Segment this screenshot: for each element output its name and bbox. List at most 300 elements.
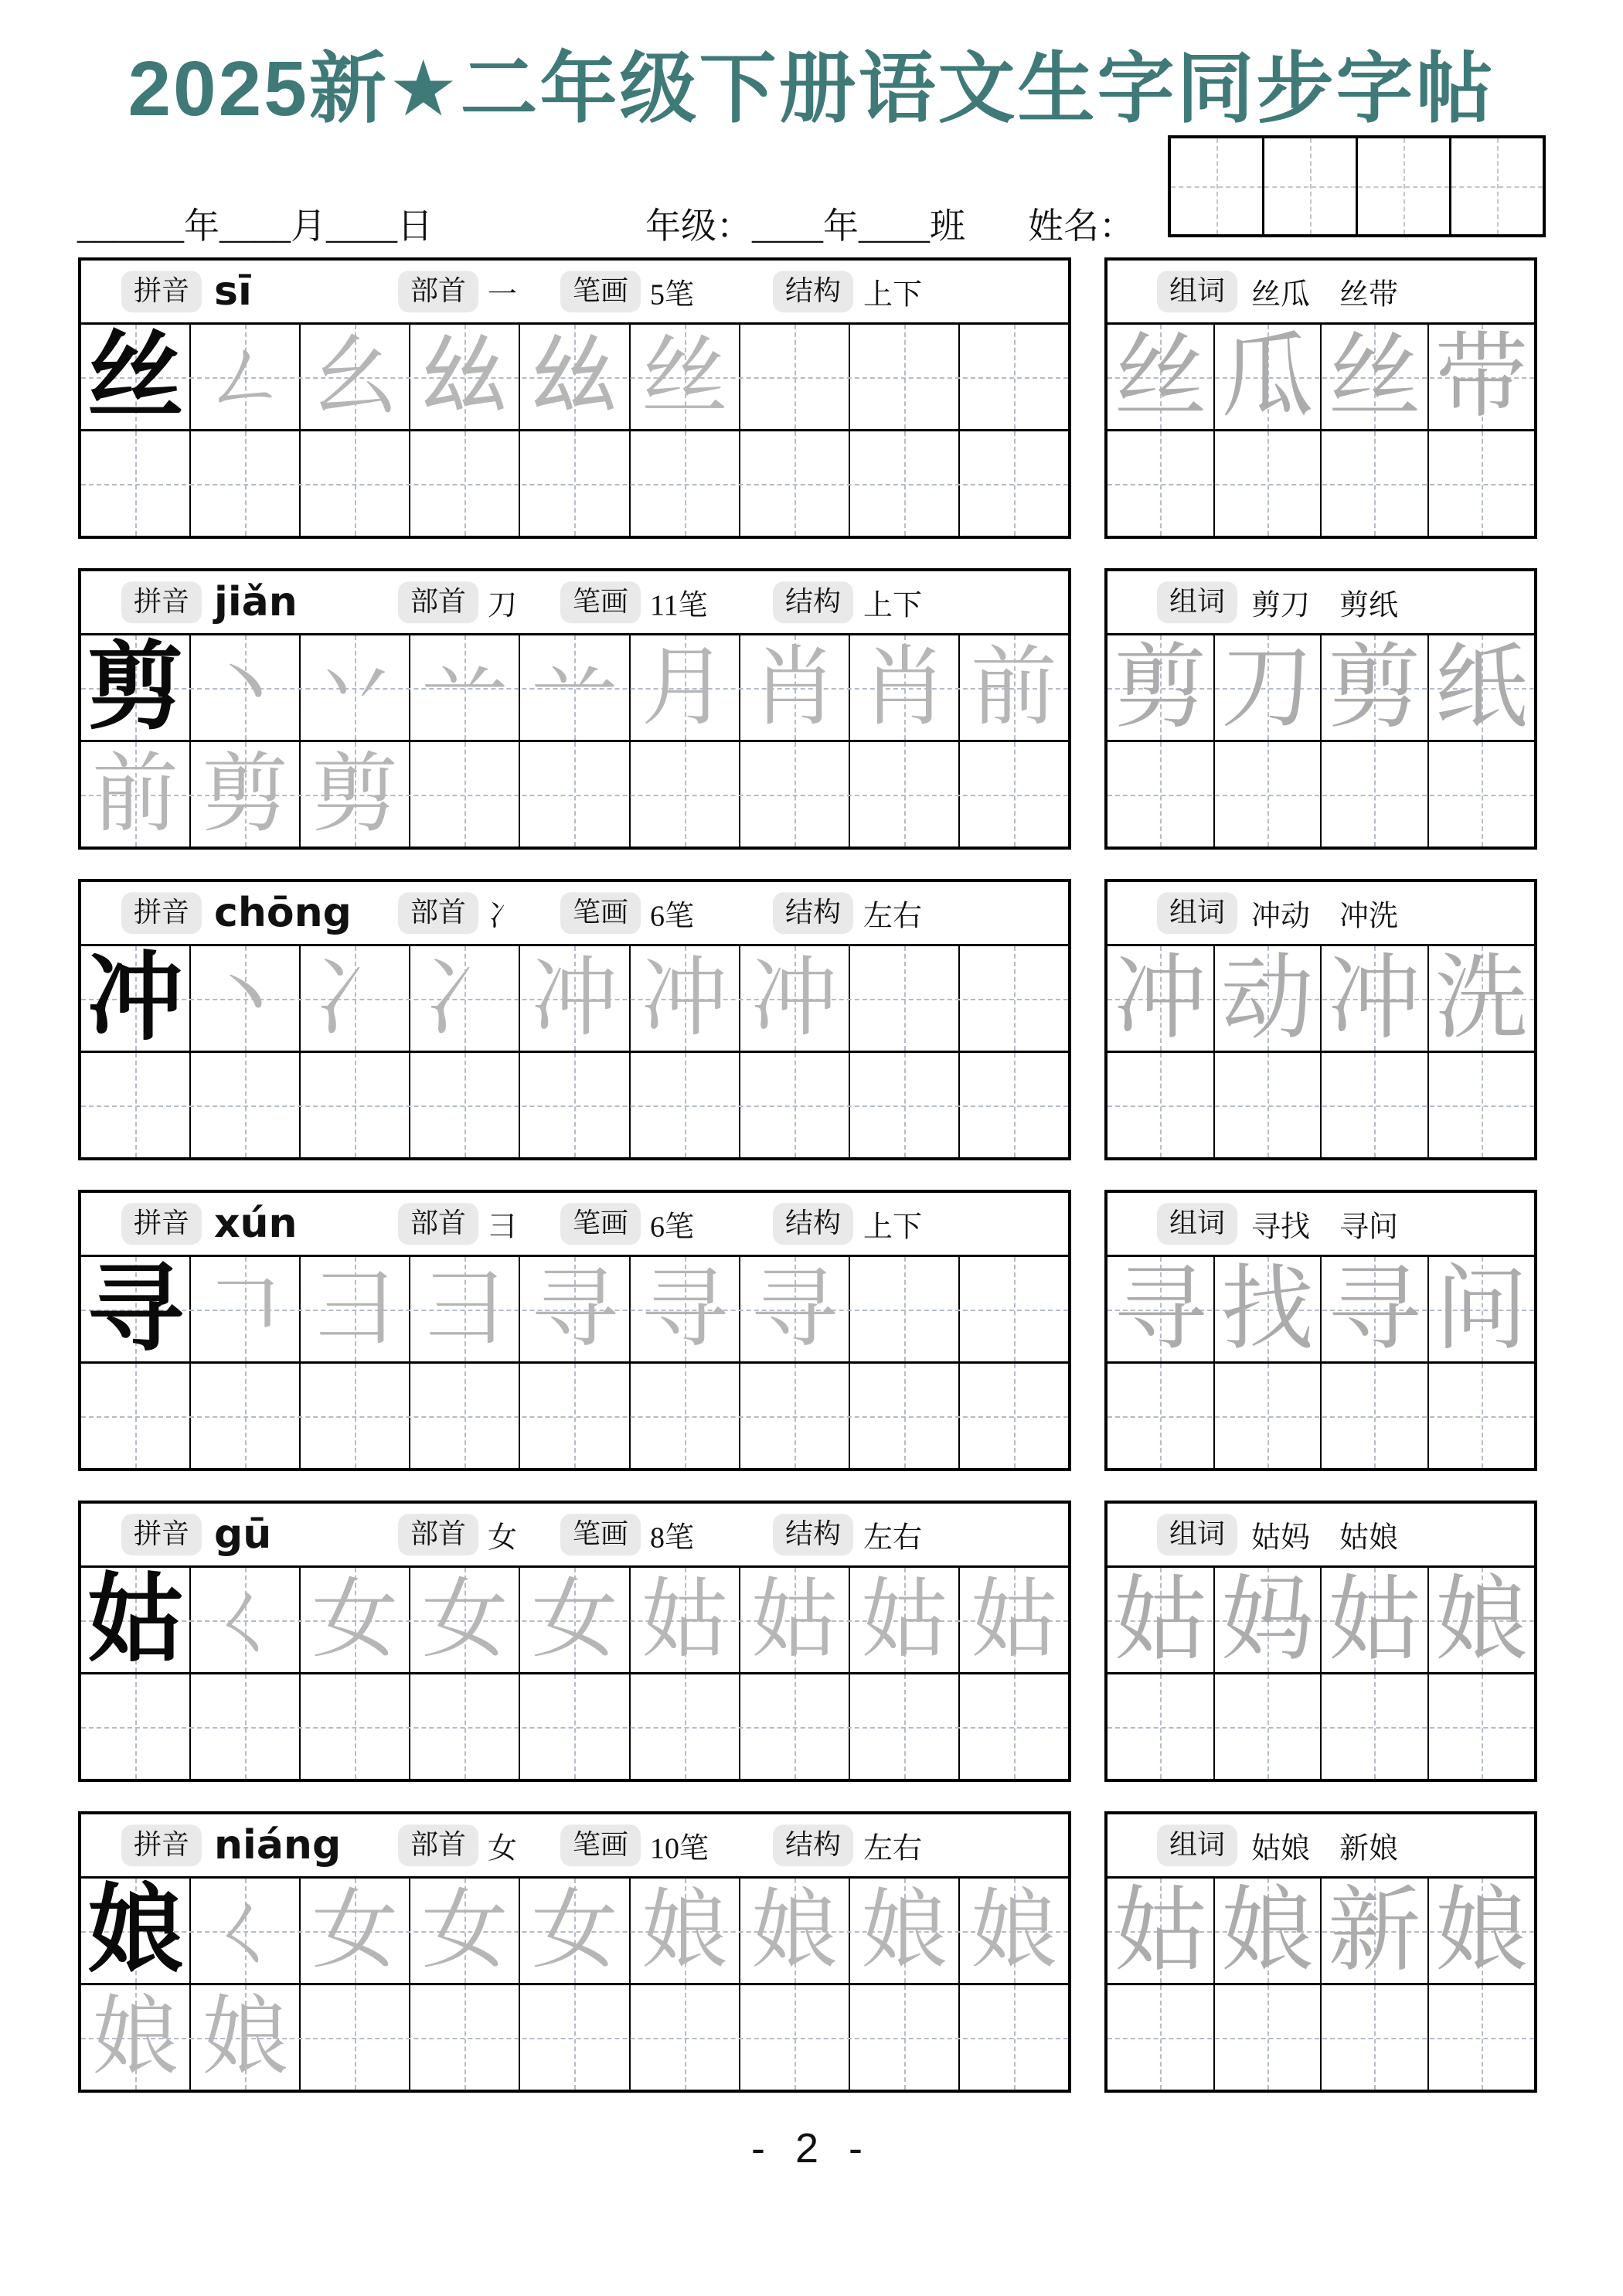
- structure-label: 结构: [773, 581, 853, 623]
- word-cell: [1215, 1364, 1322, 1468]
- words-value: 丝瓜 丝带: [1251, 278, 1399, 312]
- stroke-order-trace: 𠃍: [202, 1261, 289, 1358]
- radical-value: 一: [488, 278, 518, 312]
- stroke-order-trace: 娘: [970, 1882, 1057, 1979]
- stroke-order-trace: 寻: [531, 1261, 618, 1358]
- word-cell: [1108, 431, 1215, 536]
- word-trace-char: 找: [1220, 1257, 1314, 1361]
- word-cell: [1322, 431, 1429, 536]
- practice-cell: [520, 325, 630, 429]
- practice-cell: [81, 1257, 191, 1361]
- word-trace-char: 瓜: [1220, 325, 1314, 428]
- character-section: [78, 1190, 1537, 1471]
- stroke-order-trace: 肖: [750, 639, 838, 736]
- word-cell: [1108, 1257, 1215, 1361]
- practice-cell: [850, 1568, 960, 1672]
- practice-cell: [410, 742, 520, 847]
- practice-cell: [740, 946, 850, 1051]
- page-number: - 2 -: [750, 2125, 872, 2172]
- practice-cell: [850, 1985, 960, 2090]
- practice-cell: [520, 431, 630, 536]
- practice-row: [81, 1983, 1068, 2090]
- word-trace-char: 剪: [1328, 635, 1421, 739]
- practice-cell: [410, 946, 520, 1051]
- pinyin-value: gū: [214, 1511, 272, 1558]
- word-cell: [1108, 1053, 1215, 1157]
- word-cell: [1429, 1985, 1535, 2090]
- strokes-label: 笔画: [560, 271, 641, 312]
- word-trace-char: 娘: [1434, 1879, 1528, 1982]
- stroke-order-trace: ㄑ: [202, 1882, 289, 1979]
- practice-char-main: 剪: [87, 634, 184, 741]
- stroke-order-trace: 䒑: [421, 639, 509, 736]
- words-row: [1108, 1257, 1534, 1361]
- words-grid: [1108, 322, 1534, 536]
- practice-cell: [960, 1257, 1068, 1361]
- word-cell: [1429, 1674, 1535, 1779]
- pinyin-value: sī: [214, 268, 252, 315]
- practice-cell: [631, 1364, 740, 1468]
- radical-value: 冫: [488, 900, 518, 933]
- stroke-order-trace: 肖: [860, 639, 948, 736]
- practice-char-main: 娘: [87, 1877, 184, 1984]
- practice-cell: [740, 1257, 850, 1361]
- practice-header: [81, 882, 1068, 944]
- practice-char-main: 姑: [87, 1566, 184, 1673]
- practice-row: [81, 429, 1068, 536]
- tianzige-cell: [1264, 138, 1358, 234]
- word-cell: [1215, 635, 1322, 740]
- pinyin-value: jiǎn: [214, 579, 298, 625]
- stroke-order-trace: 娘: [860, 1882, 948, 1979]
- practice-cell: [960, 1053, 1068, 1157]
- practice-cell: [520, 1568, 630, 1672]
- strokes-label: 笔画: [560, 892, 641, 934]
- strokes-label: 笔画: [560, 581, 641, 623]
- radical-label: 部首: [398, 892, 478, 934]
- word-trace-char: 冲: [1328, 946, 1421, 1050]
- practice-cell: [631, 742, 740, 847]
- tianzige-cell: [1358, 138, 1451, 234]
- word-trace-char: 姑: [1114, 1568, 1207, 1671]
- strokes-value: 5笔: [650, 278, 695, 312]
- word-cell: [1108, 1364, 1215, 1468]
- word-cell: [1215, 1879, 1322, 1983]
- character-section: [78, 879, 1537, 1160]
- word-trace-char: 刀: [1220, 635, 1314, 739]
- words-block: [1104, 879, 1537, 1160]
- practice-cell: [520, 1364, 630, 1468]
- practice-cell: [301, 1879, 410, 1983]
- practice-cell: [410, 1053, 520, 1157]
- stroke-order-trace: 冫: [421, 950, 509, 1047]
- radical-label: 部首: [398, 581, 478, 623]
- practice-row: [81, 635, 1068, 740]
- practice-cell: [960, 1364, 1068, 1468]
- word-cell: [1215, 325, 1322, 429]
- strokes-label: 笔画: [560, 1824, 641, 1866]
- practice-grid: [81, 1255, 1068, 1468]
- practice-block: [78, 879, 1071, 1160]
- practice-block: [78, 257, 1071, 539]
- practice-cell: [81, 1674, 191, 1779]
- practice-cell: [850, 946, 960, 1051]
- word-cell: [1215, 1568, 1322, 1672]
- stroke-order-trace: 丶: [202, 639, 289, 736]
- practice-cell: [740, 742, 850, 847]
- word-trace-char: 娘: [1220, 1879, 1314, 1982]
- words-block: [1104, 257, 1537, 539]
- word-cell: [1429, 1879, 1535, 1983]
- practice-block: [78, 568, 1071, 850]
- words-label: 组词: [1157, 271, 1237, 312]
- word-cell: [1108, 1674, 1215, 1779]
- stroke-order-trace: 彐: [421, 1261, 509, 1358]
- word-cell: [1322, 1674, 1429, 1779]
- practice-cell: [301, 431, 410, 536]
- practice-cell: [850, 325, 960, 429]
- strokes-value: 6笔: [650, 900, 695, 933]
- stroke-order-trace: 丷: [311, 639, 399, 736]
- tianzige-cell: [1451, 138, 1543, 234]
- practice-header: [81, 571, 1068, 633]
- practice-row: [81, 946, 1068, 1051]
- words-value: 剪刀 剪纸: [1251, 589, 1399, 622]
- practice-cell: [960, 325, 1068, 429]
- practice-cell: [520, 1257, 630, 1361]
- stroke-order-trace: 女: [421, 1572, 509, 1668]
- word-cell: [1322, 742, 1429, 847]
- practice-cell: [960, 742, 1068, 847]
- practice-cell: [520, 1879, 630, 1983]
- character-section: [78, 1501, 1537, 1782]
- practice-cell: [960, 1879, 1068, 1983]
- word-trace-char: 妈: [1220, 1568, 1314, 1671]
- name-writing-grid: [1168, 135, 1546, 237]
- practice-block: [78, 1811, 1071, 2093]
- practice-cell: [81, 742, 191, 847]
- stroke-order-trace: ㄑ: [202, 1572, 289, 1668]
- word-cell: [1215, 742, 1322, 847]
- practice-cell: [631, 1568, 740, 1672]
- words-grid: [1108, 1565, 1534, 1779]
- word-trace-char: 姑: [1114, 1879, 1207, 1982]
- practice-cell: [631, 431, 740, 536]
- stroke-order-trace: 冲: [641, 950, 728, 1047]
- radical-label: 部首: [398, 1824, 478, 1866]
- practice-row: [81, 1568, 1068, 1672]
- grade-class-field: 年级：____年____班: [645, 206, 965, 246]
- word-cell: [1322, 1985, 1429, 2090]
- practice-cell: [191, 1364, 301, 1468]
- strokes-value: 11笔: [650, 589, 708, 622]
- practice-cell: [410, 1568, 520, 1672]
- words-row: [1108, 1879, 1534, 1983]
- stroke-order-trace: 剪: [311, 746, 399, 843]
- word-cell: [1429, 946, 1535, 1051]
- word-trace-char: 寻: [1328, 1257, 1421, 1361]
- practice-cell: [631, 946, 740, 1051]
- words-value: 寻找 寻问: [1251, 1211, 1399, 1244]
- practice-cell: [850, 1364, 960, 1468]
- word-cell: [1322, 1879, 1429, 1983]
- structure-label: 结构: [773, 1824, 853, 1866]
- practice-cell: [520, 742, 630, 847]
- practice-char-main: 丝: [87, 323, 184, 430]
- practice-cell: [191, 431, 301, 536]
- practice-header: [81, 261, 1068, 322]
- stroke-order-trace: 姑: [641, 1572, 728, 1668]
- strokes-label: 笔画: [560, 1203, 641, 1245]
- practice-cell: [850, 635, 960, 740]
- stroke-order-trace: 䒑: [531, 639, 618, 736]
- word-trace-char: 冲: [1114, 946, 1207, 1050]
- practice-header: [81, 1504, 1068, 1565]
- practice-row: [81, 1257, 1068, 1361]
- word-trace-char: 丝: [1328, 325, 1421, 428]
- practice-cell: [301, 635, 410, 740]
- word-cell: [1108, 325, 1215, 429]
- pinyin-label: 拼音: [121, 1514, 202, 1555]
- practice-grid: [81, 322, 1068, 536]
- stroke-order-trace: ㄥ: [202, 329, 289, 425]
- words-value: 姑娘 新娘: [1251, 1832, 1399, 1865]
- word-cell: [1322, 635, 1429, 740]
- practice-cell: [740, 1674, 850, 1779]
- practice-cell: [850, 1257, 960, 1361]
- practice-cell: [631, 1674, 740, 1779]
- structure-value: 左右: [863, 1521, 923, 1555]
- stroke-order-trace: 女: [531, 1572, 618, 1668]
- practice-cell: [81, 1364, 191, 1468]
- words-row: [1108, 1568, 1534, 1672]
- word-cell: [1429, 742, 1535, 847]
- practice-cell: [301, 325, 410, 429]
- character-section: [78, 568, 1537, 850]
- practice-cell: [191, 325, 301, 429]
- words-block: [1104, 1501, 1537, 1782]
- structure-value: 上下: [863, 589, 923, 622]
- structure-value: 左右: [863, 900, 923, 933]
- word-cell: [1108, 946, 1215, 1051]
- practice-cell: [81, 325, 191, 429]
- practice-cell: [410, 1985, 520, 2090]
- stroke-order-trace: 女: [311, 1572, 399, 1668]
- practice-cell: [191, 1879, 301, 1983]
- practice-cell: [81, 635, 191, 740]
- words-header: [1108, 571, 1534, 633]
- practice-cell: [301, 1674, 410, 1779]
- practice-cell: [301, 742, 410, 847]
- pinyin-label: 拼音: [121, 1824, 202, 1866]
- practice-cell: [410, 1674, 520, 1779]
- word-trace-char: 洗: [1434, 946, 1528, 1050]
- radical-value: 女: [488, 1832, 518, 1865]
- word-cell: [1215, 1257, 1322, 1361]
- stroke-order-trace: 姑: [860, 1572, 948, 1668]
- stroke-order-trace: 前: [92, 746, 179, 843]
- stroke-order-trace: 丶: [202, 950, 289, 1047]
- word-cell: [1429, 1257, 1535, 1361]
- practice-cell: [301, 1053, 410, 1157]
- structure-label: 结构: [773, 1514, 853, 1555]
- sections: [78, 257, 1537, 2122]
- practice-cell: [850, 1053, 960, 1157]
- practice-block: [78, 1190, 1071, 1471]
- practice-cell: [81, 431, 191, 536]
- stroke-order-trace: 𢆶: [531, 329, 618, 425]
- practice-cell: [631, 1053, 740, 1157]
- practice-cell: [301, 1257, 410, 1361]
- practice-cell: [191, 1568, 301, 1672]
- words-row: [1108, 1983, 1534, 2090]
- practice-header: [81, 1193, 1068, 1255]
- word-cell: [1215, 1985, 1322, 2090]
- stroke-order-trace: 月: [641, 639, 728, 736]
- practice-cell: [631, 635, 740, 740]
- words-row: [1108, 1051, 1534, 1157]
- words-label: 组词: [1157, 1514, 1237, 1555]
- date-field: ______年____月____日: [77, 206, 433, 246]
- pinyin-value: xún: [214, 1201, 298, 1247]
- practice-row: [81, 1879, 1068, 1983]
- practice-cell: [520, 1053, 630, 1157]
- practice-cell: [520, 635, 630, 740]
- strokes-value: 10笔: [650, 1832, 709, 1865]
- words-header: [1108, 1504, 1534, 1565]
- words-grid: [1108, 1876, 1534, 2090]
- word-cell: [1429, 1568, 1535, 1672]
- stroke-order-trace: 冲: [531, 950, 618, 1047]
- word-trace-char: 问: [1434, 1257, 1528, 1361]
- word-cell: [1108, 635, 1215, 740]
- practice-cell: [410, 1364, 520, 1468]
- structure-label: 结构: [773, 892, 853, 934]
- pinyin-label: 拼音: [121, 892, 202, 934]
- pinyin-value: niáng: [214, 1822, 342, 1868]
- practice-cell: [520, 1985, 630, 2090]
- words-label: 组词: [1157, 1824, 1237, 1866]
- word-cell: [1429, 325, 1535, 429]
- word-cell: [1322, 1568, 1429, 1672]
- stroke-order-trace: 寻: [750, 1261, 838, 1358]
- words-block: [1104, 568, 1537, 850]
- stroke-order-trace: 娘: [202, 1989, 289, 2086]
- word-cell: [1429, 431, 1535, 536]
- word-cell: [1108, 1568, 1215, 1672]
- radical-value: 彐: [488, 1211, 518, 1244]
- stroke-order-trace: 剪: [202, 746, 289, 843]
- word-cell: [1322, 1364, 1429, 1468]
- word-cell: [1322, 946, 1429, 1051]
- stroke-order-trace: 彐: [311, 1261, 399, 1358]
- practice-cell: [631, 1257, 740, 1361]
- pinyin-label: 拼音: [121, 271, 202, 312]
- word-trace-char: 姑: [1328, 1568, 1421, 1671]
- name-label: 姓名：: [1028, 206, 1135, 246]
- practice-cell: [410, 431, 520, 536]
- words-row: [1108, 325, 1534, 429]
- word-cell: [1108, 742, 1215, 847]
- practice-cell: [301, 1364, 410, 1468]
- word-cell: [1215, 1674, 1322, 1779]
- stroke-order-trace: 冫: [311, 950, 399, 1047]
- pinyin-label: 拼音: [121, 581, 202, 623]
- practice-cell: [960, 1568, 1068, 1672]
- structure-value: 左右: [863, 1832, 923, 1865]
- practice-cell: [301, 1985, 410, 2090]
- practice-cell: [960, 946, 1068, 1051]
- word-trace-char: 丝: [1114, 325, 1207, 428]
- practice-row: [81, 1361, 1068, 1468]
- practice-cell: [410, 635, 520, 740]
- practice-cell: [960, 431, 1068, 536]
- practice-cell: [960, 635, 1068, 740]
- practice-cell: [191, 1674, 301, 1779]
- practice-grid: [81, 1565, 1068, 1779]
- words-label: 组词: [1157, 1203, 1237, 1245]
- stroke-order-trace: 女: [531, 1882, 618, 1979]
- stroke-order-trace: 寻: [641, 1261, 728, 1358]
- stroke-order-trace: 女: [421, 1882, 509, 1979]
- word-trace-char: 纸: [1434, 635, 1528, 739]
- words-value: 冲动 冲洗: [1251, 900, 1399, 933]
- practice-cell: [631, 325, 740, 429]
- word-cell: [1215, 431, 1322, 536]
- words-label: 组词: [1157, 581, 1237, 623]
- practice-cell: [191, 1053, 301, 1157]
- practice-cell: [631, 1879, 740, 1983]
- practice-cell: [850, 1674, 960, 1779]
- word-cell: [1322, 325, 1429, 429]
- word-cell: [1429, 1053, 1535, 1157]
- practice-grid: [81, 1876, 1068, 2090]
- word-trace-char: 娘: [1434, 1568, 1528, 1671]
- stroke-order-trace: 丝: [641, 329, 728, 425]
- words-label: 组词: [1157, 892, 1237, 934]
- words-grid: [1108, 633, 1534, 847]
- word-cell: [1108, 1985, 1215, 2090]
- stroke-order-trace: 冲: [750, 950, 838, 1047]
- pinyin-value: chōng: [214, 890, 352, 936]
- character-section: [78, 1811, 1537, 2093]
- radical-value: 刀: [488, 589, 518, 622]
- practice-char-main: 寻: [87, 1255, 184, 1362]
- stroke-order-trace: 𢆶: [421, 329, 509, 425]
- character-section: [78, 257, 1537, 539]
- radical-label: 部首: [398, 271, 478, 312]
- practice-cell: [81, 946, 191, 1051]
- words-grid: [1108, 1255, 1534, 1468]
- words-header: [1108, 261, 1534, 322]
- practice-cell: [81, 1053, 191, 1157]
- strokes-label: 笔画: [560, 1514, 641, 1555]
- words-row: [1108, 429, 1534, 536]
- strokes-value: 6笔: [650, 1211, 695, 1244]
- stroke-order-trace: 娘: [750, 1882, 838, 1979]
- word-trace-char: 动: [1220, 946, 1314, 1050]
- practice-cell: [301, 946, 410, 1051]
- pinyin-label: 拼音: [121, 1203, 202, 1245]
- word-trace-char: 剪: [1114, 635, 1207, 739]
- practice-cell: [81, 1568, 191, 1672]
- word-cell: [1429, 1364, 1535, 1468]
- practice-cell: [740, 1053, 850, 1157]
- structure-label: 结构: [773, 271, 853, 312]
- practice-cell: [850, 431, 960, 536]
- structure-value: 上下: [863, 1211, 923, 1244]
- practice-cell: [191, 742, 301, 847]
